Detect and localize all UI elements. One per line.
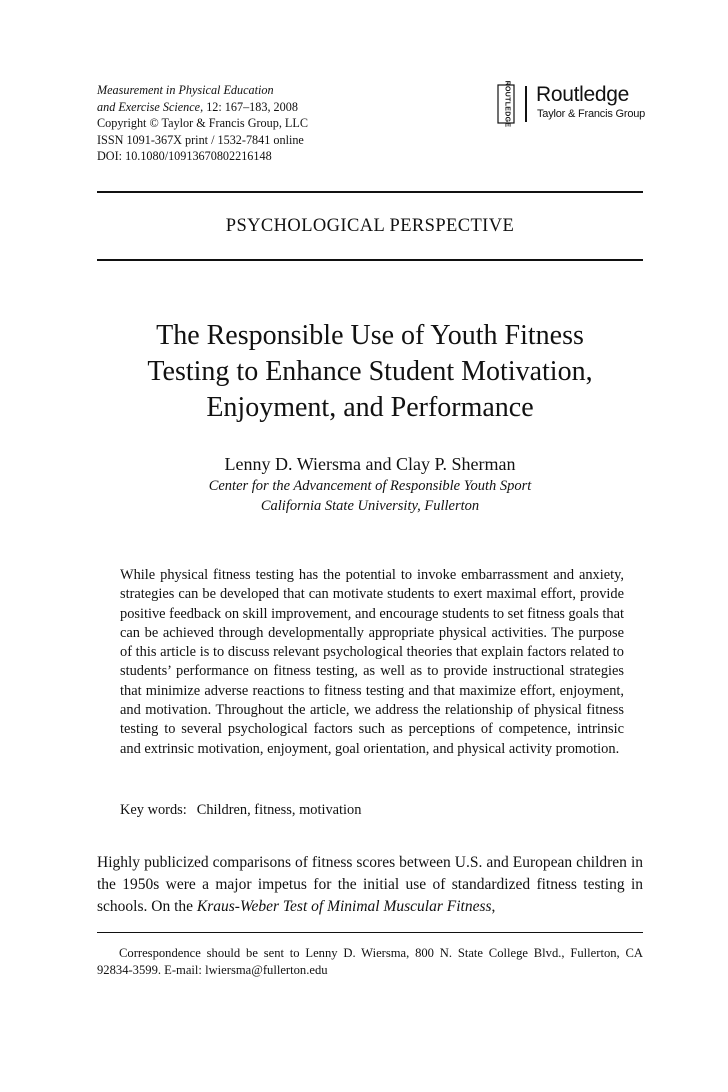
journal-name-cont: and Exercise Science, bbox=[97, 99, 204, 114]
journal-volume-line bbox=[97, 99, 457, 116]
publisher-name: Routledge bbox=[536, 83, 630, 106]
body-text-start: Highly publicized comparisons of fitness scores between U.S. and European children in the 1950s were a major impetus for the initial use of standardized fitness testing in schools. On the bbox=[97, 854, 643, 915]
journal-name: Measurement in Physical Education bbox=[97, 83, 274, 97]
author-list: Lenny D. Wiersma and Clay P. Sherman bbox=[224, 454, 516, 474]
body-paragraph bbox=[97, 852, 643, 918]
correspondence-footnote: Correspondence should be sent to Lenny D. Wiersma, 800 N. State College Blvd., Fullerton, CA 92834-3599. E-mail: lwiersma@fullerton.edu bbox=[97, 946, 643, 977]
top-rule bbox=[97, 191, 643, 193]
publisher-subtitle: Taylor & Francis Group bbox=[537, 108, 646, 120]
body-text-end: , bbox=[491, 898, 496, 915]
logo-vertical-text: ROUTLEDGE bbox=[503, 80, 511, 128]
logo-divider bbox=[525, 86, 527, 122]
title-line: Enjoyment, and Performance bbox=[206, 392, 534, 423]
affiliation-line-2: California State University, Fullerton bbox=[260, 498, 480, 514]
journal-citation-block bbox=[97, 82, 457, 165]
affiliation-line-1: Center for the Advancement of Responsible Youth Sport bbox=[208, 478, 532, 494]
abstract: While physical fitness testing has the potential to invoke embarrassment and anxiety, strategies can be developed that can motivate students to exert maximal effort, provide positive feedback on skill improvement, and encourage students to set fitness goals that can be achieved through developmentally appropriate physical activities. The purpose of this article is to discuss relevant psychological theories that explain factors related to students’ performance on fitness testing, as well as to provide instructional strategies that minimize adverse reactions to fitness testing and that maximize effort, enjoyment, and motivation. Throughout the article, we address the relationship of physical fitness testing to several psychological factors such as perceptions of competence, intrinsic and extrinsic motivation, enjoyment, goal orientation, and physical activity promotion. bbox=[120, 567, 624, 757]
test-name: Kraus-Weber Test of Minimal Muscular Fitness bbox=[196, 898, 492, 915]
title-line: Testing to Enhance Student Motivation, bbox=[147, 356, 593, 387]
routledge-logo bbox=[496, 80, 646, 128]
footnote-rule bbox=[97, 932, 643, 933]
issn: ISSN 1091-367X print / 1532-7841 online bbox=[97, 132, 304, 147]
section-heading: PSYCHOLOGICAL PERSPECTIVE bbox=[225, 216, 515, 236]
keywords-label: Key words: bbox=[120, 802, 187, 818]
copyright-notice: Copyright © Taylor & Francis Group, LLC bbox=[97, 116, 308, 131]
section-rule bbox=[97, 259, 643, 261]
keywords-value: Children, fitness, motivation bbox=[196, 802, 362, 818]
title-line: The Responsible Use of Youth Fitness bbox=[156, 320, 584, 351]
volume-pages: 12: 167–183, 2008 bbox=[203, 99, 298, 114]
doi: DOI: 10.1080/10913670802216148 bbox=[97, 149, 272, 164]
keywords bbox=[120, 802, 361, 819]
article-title bbox=[97, 318, 643, 426]
